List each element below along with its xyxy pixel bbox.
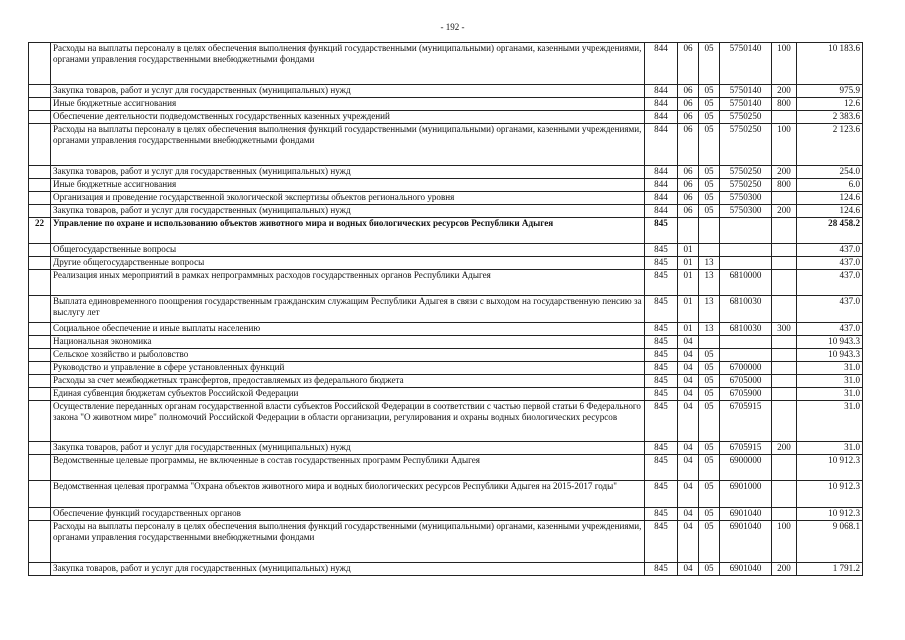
expense-type-code-cell — [772, 111, 797, 124]
expense-type-code-cell — [772, 481, 797, 508]
subsection-code-cell: 05 — [699, 179, 720, 192]
row-number-cell — [29, 166, 51, 179]
subsection-code-cell: 13 — [699, 270, 720, 296]
expense-name-cell: Обеспечение деятельности подведомственных государственных казенных учреждений — [51, 111, 645, 124]
table-row — [29, 362, 863, 375]
department-code-cell: 844 — [645, 43, 678, 85]
department-code-cell: 844 — [645, 98, 678, 111]
amount-cell: 437.0 — [797, 244, 863, 257]
subsection-code-cell: 13 — [699, 257, 720, 270]
table-row — [29, 43, 863, 85]
section-code-cell: 04 — [678, 401, 699, 442]
department-code-cell: 845 — [645, 508, 678, 521]
department-code-cell: 844 — [645, 192, 678, 205]
section-code-cell: 04 — [678, 563, 699, 576]
row-number-cell — [29, 85, 51, 98]
row-number-cell — [29, 323, 51, 336]
department-code-cell: 844 — [645, 179, 678, 192]
section-code-cell: 06 — [678, 192, 699, 205]
amount-cell: 124.6 — [797, 192, 863, 205]
expense-name-cell: Расходы на выплаты персоналу в целях обеспечения выполнения функций государственными (муниципальными) органами, казенными учреждениями, органами управления государственными внебюджетными фондами — [51, 124, 645, 166]
row-number-cell — [29, 296, 51, 323]
row-number-cell — [29, 205, 51, 218]
expense-type-code-cell: 100 — [772, 43, 797, 85]
target-article-code-cell — [720, 244, 772, 257]
subsection-code-cell: 05 — [699, 192, 720, 205]
target-article-code-cell: 6901040 — [720, 521, 772, 563]
subsection-code-cell: 05 — [699, 563, 720, 576]
section-code-cell: 06 — [678, 43, 699, 85]
expense-type-code-cell — [772, 349, 797, 362]
expense-name-cell: Управление по охране и использованию объектов животного мира и водных биологических ресурсов Республики Адыгея — [51, 218, 645, 244]
row-number-cell — [29, 111, 51, 124]
expense-type-code-cell: 200 — [772, 442, 797, 455]
row-number-cell — [29, 336, 51, 349]
expense-type-code-cell — [772, 257, 797, 270]
row-number-cell — [29, 388, 51, 401]
target-article-code-cell: 5750140 — [720, 43, 772, 85]
expense-type-code-cell — [772, 455, 797, 481]
amount-cell: 10 912.3 — [797, 455, 863, 481]
subsection-code-cell: 05 — [699, 481, 720, 508]
subsection-code-cell: 05 — [699, 521, 720, 563]
amount-cell: 437.0 — [797, 270, 863, 296]
expense-name-cell: Организация и проведение государственной экологической экспертизы объектов регионального уровня — [51, 192, 645, 205]
target-article-code-cell: 6705915 — [720, 442, 772, 455]
section-code-cell: 04 — [678, 508, 699, 521]
row-number-cell — [29, 257, 51, 270]
expense-name-cell: Сельское хозяйство и рыболовство — [51, 349, 645, 362]
subsection-code-cell: 13 — [699, 323, 720, 336]
row-number-cell — [29, 455, 51, 481]
department-code-cell: 845 — [645, 336, 678, 349]
target-article-code-cell: 6901040 — [720, 508, 772, 521]
department-code-cell: 845 — [645, 323, 678, 336]
subsection-code-cell: 05 — [699, 111, 720, 124]
section-code-cell: 01 — [678, 244, 699, 257]
expense-type-code-cell — [772, 218, 797, 244]
section-code-cell: 04 — [678, 362, 699, 375]
table-row — [29, 296, 863, 323]
amount-cell: 6.0 — [797, 179, 863, 192]
expense-type-code-cell: 200 — [772, 205, 797, 218]
department-code-cell: 844 — [645, 85, 678, 98]
target-article-code-cell: 6705915 — [720, 401, 772, 442]
department-code-cell: 845 — [645, 455, 678, 481]
table-row — [29, 336, 863, 349]
table-row — [29, 349, 863, 362]
table-row — [29, 179, 863, 192]
expense-name-cell: Иные бюджетные ассигнования — [51, 98, 645, 111]
row-number-cell — [29, 401, 51, 442]
subsection-code-cell: 05 — [699, 388, 720, 401]
expense-type-code-cell — [772, 296, 797, 323]
amount-cell: 10 912.3 — [797, 508, 863, 521]
row-number-cell — [29, 192, 51, 205]
amount-cell: 10 943.3 — [797, 336, 863, 349]
row-number-cell — [29, 98, 51, 111]
amount-cell: 31.0 — [797, 442, 863, 455]
section-code-cell — [678, 218, 699, 244]
row-number-cell — [29, 349, 51, 362]
expense-name-cell: Ведомственные целевые программы, не включенные в состав государственных программ Республики Адыгея — [51, 455, 645, 481]
expense-name-cell: Расходы за счет межбюджетных трансфертов, предоставляемых из федерального бюджета — [51, 375, 645, 388]
amount-cell: 10 183.6 — [797, 43, 863, 85]
table-row — [29, 85, 863, 98]
target-article-code-cell: 5750250 — [720, 166, 772, 179]
target-article-code-cell: 6705000 — [720, 375, 772, 388]
target-article-code-cell: 6900000 — [720, 455, 772, 481]
table-row — [29, 166, 863, 179]
table-row — [29, 192, 863, 205]
department-code-cell: 844 — [645, 166, 678, 179]
section-code-cell: 06 — [678, 205, 699, 218]
section-code-cell: 04 — [678, 336, 699, 349]
amount-cell: 12.6 — [797, 98, 863, 111]
expense-type-code-cell: 800 — [772, 98, 797, 111]
amount-cell: 437.0 — [797, 257, 863, 270]
department-code-cell: 844 — [645, 205, 678, 218]
amount-cell: 437.0 — [797, 296, 863, 323]
expense-name-cell: Закупка товаров, работ и услуг для государственных (муниципальных) нужд — [51, 85, 645, 98]
target-article-code-cell: 6810000 — [720, 270, 772, 296]
subsection-code-cell: 05 — [699, 442, 720, 455]
target-article-code-cell: 5750140 — [720, 98, 772, 111]
subsection-code-cell: 13 — [699, 296, 720, 323]
target-article-code-cell: 5750250 — [720, 179, 772, 192]
section-code-cell: 04 — [678, 349, 699, 362]
subsection-code-cell: 05 — [699, 508, 720, 521]
target-article-code-cell: 5750300 — [720, 205, 772, 218]
expense-type-code-cell: 200 — [772, 85, 797, 98]
expense-name-cell: Социальное обеспечение и иные выплаты населению — [51, 323, 645, 336]
subsection-code-cell: 05 — [699, 349, 720, 362]
expense-type-code-cell: 200 — [772, 166, 797, 179]
table-row — [29, 323, 863, 336]
section-code-cell: 04 — [678, 521, 699, 563]
expense-type-code-cell — [772, 270, 797, 296]
expense-name-cell: Закупка товаров, работ и услуг для государственных (муниципальных) нужд — [51, 442, 645, 455]
target-article-code-cell — [720, 336, 772, 349]
expense-name-cell: Закупка товаров, работ и услуг для государственных (муниципальных) нужд — [51, 205, 645, 218]
expense-name-cell: Национальная экономика — [51, 336, 645, 349]
amount-cell: 31.0 — [797, 375, 863, 388]
target-article-code-cell: 6705900 — [720, 388, 772, 401]
target-article-code-cell: 5750300 — [720, 192, 772, 205]
expense-name-cell: Другие общегосударственные вопросы — [51, 257, 645, 270]
expense-type-code-cell — [772, 336, 797, 349]
row-number-cell — [29, 362, 51, 375]
expense-type-code-cell: 200 — [772, 563, 797, 576]
section-code-cell: 06 — [678, 98, 699, 111]
section-code-cell: 01 — [678, 257, 699, 270]
budget-table — [28, 42, 863, 576]
department-code-cell: 844 — [645, 124, 678, 166]
department-code-cell: 845 — [645, 349, 678, 362]
department-code-cell: 845 — [645, 388, 678, 401]
amount-cell: 2 383.6 — [797, 111, 863, 124]
target-article-code-cell: 6700000 — [720, 362, 772, 375]
expense-type-code-cell — [772, 401, 797, 442]
table-row — [29, 563, 863, 576]
expense-type-code-cell — [772, 244, 797, 257]
expense-name-cell: Выплата единовременного поощрения государственным гражданским служащим Республики Адыгея в связи с выходом на государственную пенсию за выслугу лет — [51, 296, 645, 323]
expense-name-cell: Расходы на выплаты персоналу в целях обеспечения выполнения функций государственными (муниципальными) органами, казенными учреждениями, органами управления государственными внебюджетными фондами — [51, 521, 645, 563]
amount-cell: 975.9 — [797, 85, 863, 98]
department-code-cell: 845 — [645, 375, 678, 388]
expense-name-cell: Закупка товаров, работ и услуг для государственных (муниципальных) нужд — [51, 563, 645, 576]
section-code-cell: 01 — [678, 270, 699, 296]
expense-type-code-cell — [772, 375, 797, 388]
expense-type-code-cell: 800 — [772, 179, 797, 192]
expense-type-code-cell: 100 — [772, 124, 797, 166]
subsection-code-cell: 05 — [699, 455, 720, 481]
expense-type-code-cell: 100 — [772, 521, 797, 563]
subsection-code-cell: 05 — [699, 85, 720, 98]
table-row — [29, 205, 863, 218]
section-code-cell: 06 — [678, 111, 699, 124]
department-code-cell: 845 — [645, 563, 678, 576]
expense-type-code-cell — [772, 388, 797, 401]
row-number-cell: 22 — [29, 218, 51, 244]
row-number-cell — [29, 508, 51, 521]
expense-type-code-cell — [772, 362, 797, 375]
expense-type-code-cell: 300 — [772, 323, 797, 336]
row-number-cell — [29, 375, 51, 388]
subsection-code-cell: 05 — [699, 43, 720, 85]
row-number-cell — [29, 43, 51, 85]
row-number-cell — [29, 244, 51, 257]
section-code-cell: 06 — [678, 179, 699, 192]
table-row — [29, 257, 863, 270]
department-code-cell: 844 — [645, 111, 678, 124]
expense-name-cell: Обеспечение функций государственных органов — [51, 508, 645, 521]
amount-cell: 31.0 — [797, 388, 863, 401]
amount-cell: 31.0 — [797, 401, 863, 442]
expense-name-cell: Общегосударственные вопросы — [51, 244, 645, 257]
department-code-cell: 845 — [645, 521, 678, 563]
department-code-cell: 845 — [645, 481, 678, 508]
table-row — [29, 124, 863, 166]
expense-name-cell: Осуществление переданных органам государственной власти субъектов Российской Федерации в соответствии с частью первой статьи 6 Федерального закона "О животном мире" полномочий Российской Федерации в области организации, регулирования и охраны водных биологических ресурсов — [51, 401, 645, 442]
expense-name-cell: Расходы на выплаты персоналу в целях обеспечения выполнения функций государственными (муниципальными) органами, казенными учреждениями, органами управления государственными внебюджетными фондами — [51, 43, 645, 85]
table-row — [29, 455, 863, 481]
row-number-cell — [29, 563, 51, 576]
section-code-cell: 04 — [678, 388, 699, 401]
section-code-cell: 01 — [678, 323, 699, 336]
expense-type-code-cell — [772, 508, 797, 521]
table-row — [29, 388, 863, 401]
table-row — [29, 375, 863, 388]
section-code-cell: 06 — [678, 85, 699, 98]
row-number-cell — [29, 481, 51, 508]
amount-cell: 10 912.3 — [797, 481, 863, 508]
table-row — [29, 98, 863, 111]
row-number-cell — [29, 442, 51, 455]
target-article-code-cell — [720, 218, 772, 244]
table-row — [29, 244, 863, 257]
section-code-cell: 06 — [678, 124, 699, 166]
subsection-code-cell — [699, 336, 720, 349]
target-article-code-cell: 5750140 — [720, 85, 772, 98]
amount-cell: 437.0 — [797, 323, 863, 336]
expense-name-cell: Единая субвенция бюджетам субъектов Российской Федерации — [51, 388, 645, 401]
target-article-code-cell: 5750250 — [720, 124, 772, 166]
department-code-cell: 845 — [645, 296, 678, 323]
subsection-code-cell — [699, 244, 720, 257]
department-code-cell: 845 — [645, 362, 678, 375]
target-article-code-cell: 6810030 — [720, 323, 772, 336]
expense-name-cell: Реализация иных мероприятий в рамках непрограммных расходов государственных органов Республики Адыгея — [51, 270, 645, 296]
target-article-code-cell: 6810030 — [720, 296, 772, 323]
table-row — [29, 442, 863, 455]
table-row — [29, 508, 863, 521]
section-code-cell: 04 — [678, 442, 699, 455]
target-article-code-cell — [720, 349, 772, 362]
subsection-code-cell: 05 — [699, 124, 720, 166]
target-article-code-cell: 6901000 — [720, 481, 772, 508]
department-code-cell: 845 — [645, 218, 678, 244]
amount-cell: 254.0 — [797, 166, 863, 179]
department-code-cell: 845 — [645, 401, 678, 442]
table-row — [29, 401, 863, 442]
section-code-cell: 01 — [678, 296, 699, 323]
expense-name-cell: Руководство и управление в сфере установленных функций — [51, 362, 645, 375]
target-article-code-cell — [720, 257, 772, 270]
amount-cell: 10 943.3 — [797, 349, 863, 362]
target-article-code-cell: 6901040 — [720, 563, 772, 576]
amount-cell: 2 123.6 — [797, 124, 863, 166]
table-row — [29, 218, 863, 244]
row-number-cell — [29, 179, 51, 192]
section-code-cell: 04 — [678, 481, 699, 508]
table-row — [29, 521, 863, 563]
target-article-code-cell: 5750250 — [720, 111, 772, 124]
subsection-code-cell: 05 — [699, 375, 720, 388]
expense-type-code-cell — [772, 192, 797, 205]
amount-cell: 1 791.2 — [797, 563, 863, 576]
department-code-cell: 845 — [645, 270, 678, 296]
subsection-code-cell: 05 — [699, 362, 720, 375]
row-number-cell — [29, 124, 51, 166]
department-code-cell: 845 — [645, 257, 678, 270]
page-number: - 192 - — [440, 22, 465, 32]
table-row — [29, 481, 863, 508]
subsection-code-cell: 05 — [699, 401, 720, 442]
department-code-cell: 845 — [645, 244, 678, 257]
table-body — [29, 43, 863, 576]
subsection-code-cell: 05 — [699, 166, 720, 179]
subsection-code-cell — [699, 218, 720, 244]
expense-name-cell: Закупка товаров, работ и услуг для государственных (муниципальных) нужд — [51, 166, 645, 179]
amount-cell: 31.0 — [797, 362, 863, 375]
amount-cell: 124.6 — [797, 205, 863, 218]
subsection-code-cell: 05 — [699, 98, 720, 111]
table-row — [29, 270, 863, 296]
expense-name-cell: Иные бюджетные ассигнования — [51, 179, 645, 192]
row-number-cell — [29, 521, 51, 563]
section-code-cell: 04 — [678, 455, 699, 481]
amount-cell: 9 068.1 — [797, 521, 863, 563]
table-row — [29, 111, 863, 124]
section-code-cell: 06 — [678, 166, 699, 179]
section-code-cell: 04 — [678, 375, 699, 388]
department-code-cell: 845 — [645, 442, 678, 455]
subsection-code-cell: 05 — [699, 205, 720, 218]
amount-cell: 28 458.2 — [797, 218, 863, 244]
row-number-cell — [29, 270, 51, 296]
expense-name-cell: Ведомственная целевая программа "Охрана объектов животного мира и водных биологических ресурсов Республики Адыгея на 2015-2017 годы" — [51, 481, 645, 508]
